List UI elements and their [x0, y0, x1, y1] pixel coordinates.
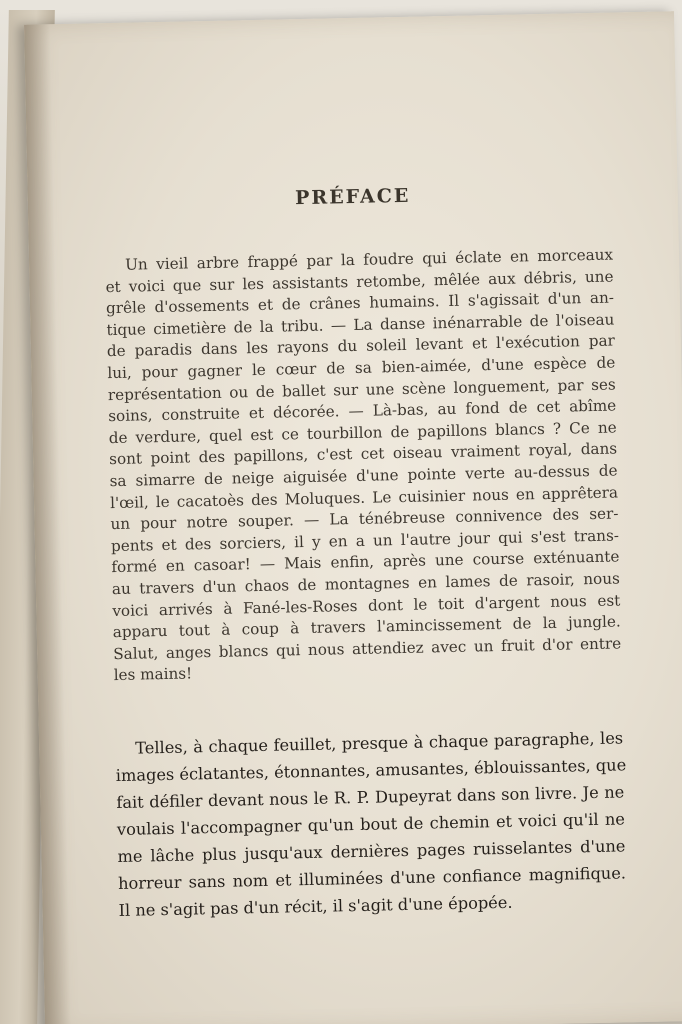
- paragraph-1: [105, 245, 622, 687]
- text-line: Un vieil arbre frappé par la foudre qui éclate en morceaux: [124, 245, 614, 274]
- text-line: lui, pour gagner le cœur de sa bien-aimée, d'une espèce de: [107, 353, 616, 383]
- text-line: l'œil, le cacatoès des Moluques. Le cuisinier nous en apprêtera: [109, 483, 619, 512]
- text-line: et voici que sur les assistants retombe, mêlée aux débris, une: [105, 267, 614, 296]
- text-line: images éclatantes, étonnantes, amusantes, éblouissantes, que: [115, 755, 627, 786]
- text-line: voulais l'accompagner qu'un bout de chemin et voici qu'il ne: [116, 809, 626, 840]
- text-line: Il ne s'agit pas d'un récit, il s'agit d'une épopée.: [118, 892, 513, 921]
- book-page: [24, 11, 682, 1024]
- text-line: les mains!: [113, 664, 193, 685]
- text-line: voici arrivés à Fané-les-Roses dont le toit d'argent nous est: [112, 590, 621, 620]
- text-line: horreur sans nom et illuminées d'une confiance magnifique.: [117, 863, 627, 894]
- text-line: grêle d'ossements et de crânes humains. Il s'agissait d'un an-: [105, 288, 615, 318]
- text-line: soins, construite et décorée. — Là-bas, au fond de cet abîme: [108, 396, 617, 426]
- paragraph-2: [115, 724, 627, 924]
- text-line: pents et des sorciers, il y en a un l'autre jour qui s'est trans-: [110, 526, 620, 555]
- text-line: de paradis dans les rayons du soleil levant et l'exécution par: [106, 331, 616, 361]
- text-line: formé en casoar! — Mais enfin, après une course exténuante: [111, 547, 620, 577]
- text-line: tique cimetière de la tribu. — La danse inénarrable de l'oiseau: [106, 310, 615, 339]
- text-line: Salut, anges blancs qui nous attendiez avec un fruit d'or entre: [113, 634, 622, 663]
- text-line: apparu tout à coup à travers l'amincissement de la jungle.: [112, 612, 621, 642]
- text-line: un pour notre souper. — La ténébreuse connivence des ser-: [110, 504, 619, 534]
- text-line: de verdure, quel est ce tourbillon de papillons blancs ? Ce ne: [108, 418, 617, 447]
- text-line: au travers d'un chaos de montagnes en lames de rasoir, nous: [111, 569, 620, 598]
- text-line: me lâche plus jusqu'aux dernières pages ruisselantes d'une: [117, 836, 626, 867]
- text-line: sont point des papillons, c'est cet oiseau vraiment royal, dans: [109, 439, 618, 469]
- page-title: PRÉFACE: [294, 184, 411, 210]
- text-line: Telles, à chaque feuillet, presque à chaque paragraphe, les: [135, 728, 624, 758]
- text-line: sa simarre de neige aiguisée d'une pointe verte au-dessus de: [109, 461, 618, 491]
- text-line: représentation ou de ballet sur une scène longuement, par ses: [107, 375, 616, 404]
- text-line: fait défiler devant nous le R. P. Dupeyrat dans son livre. Je ne: [116, 782, 625, 813]
